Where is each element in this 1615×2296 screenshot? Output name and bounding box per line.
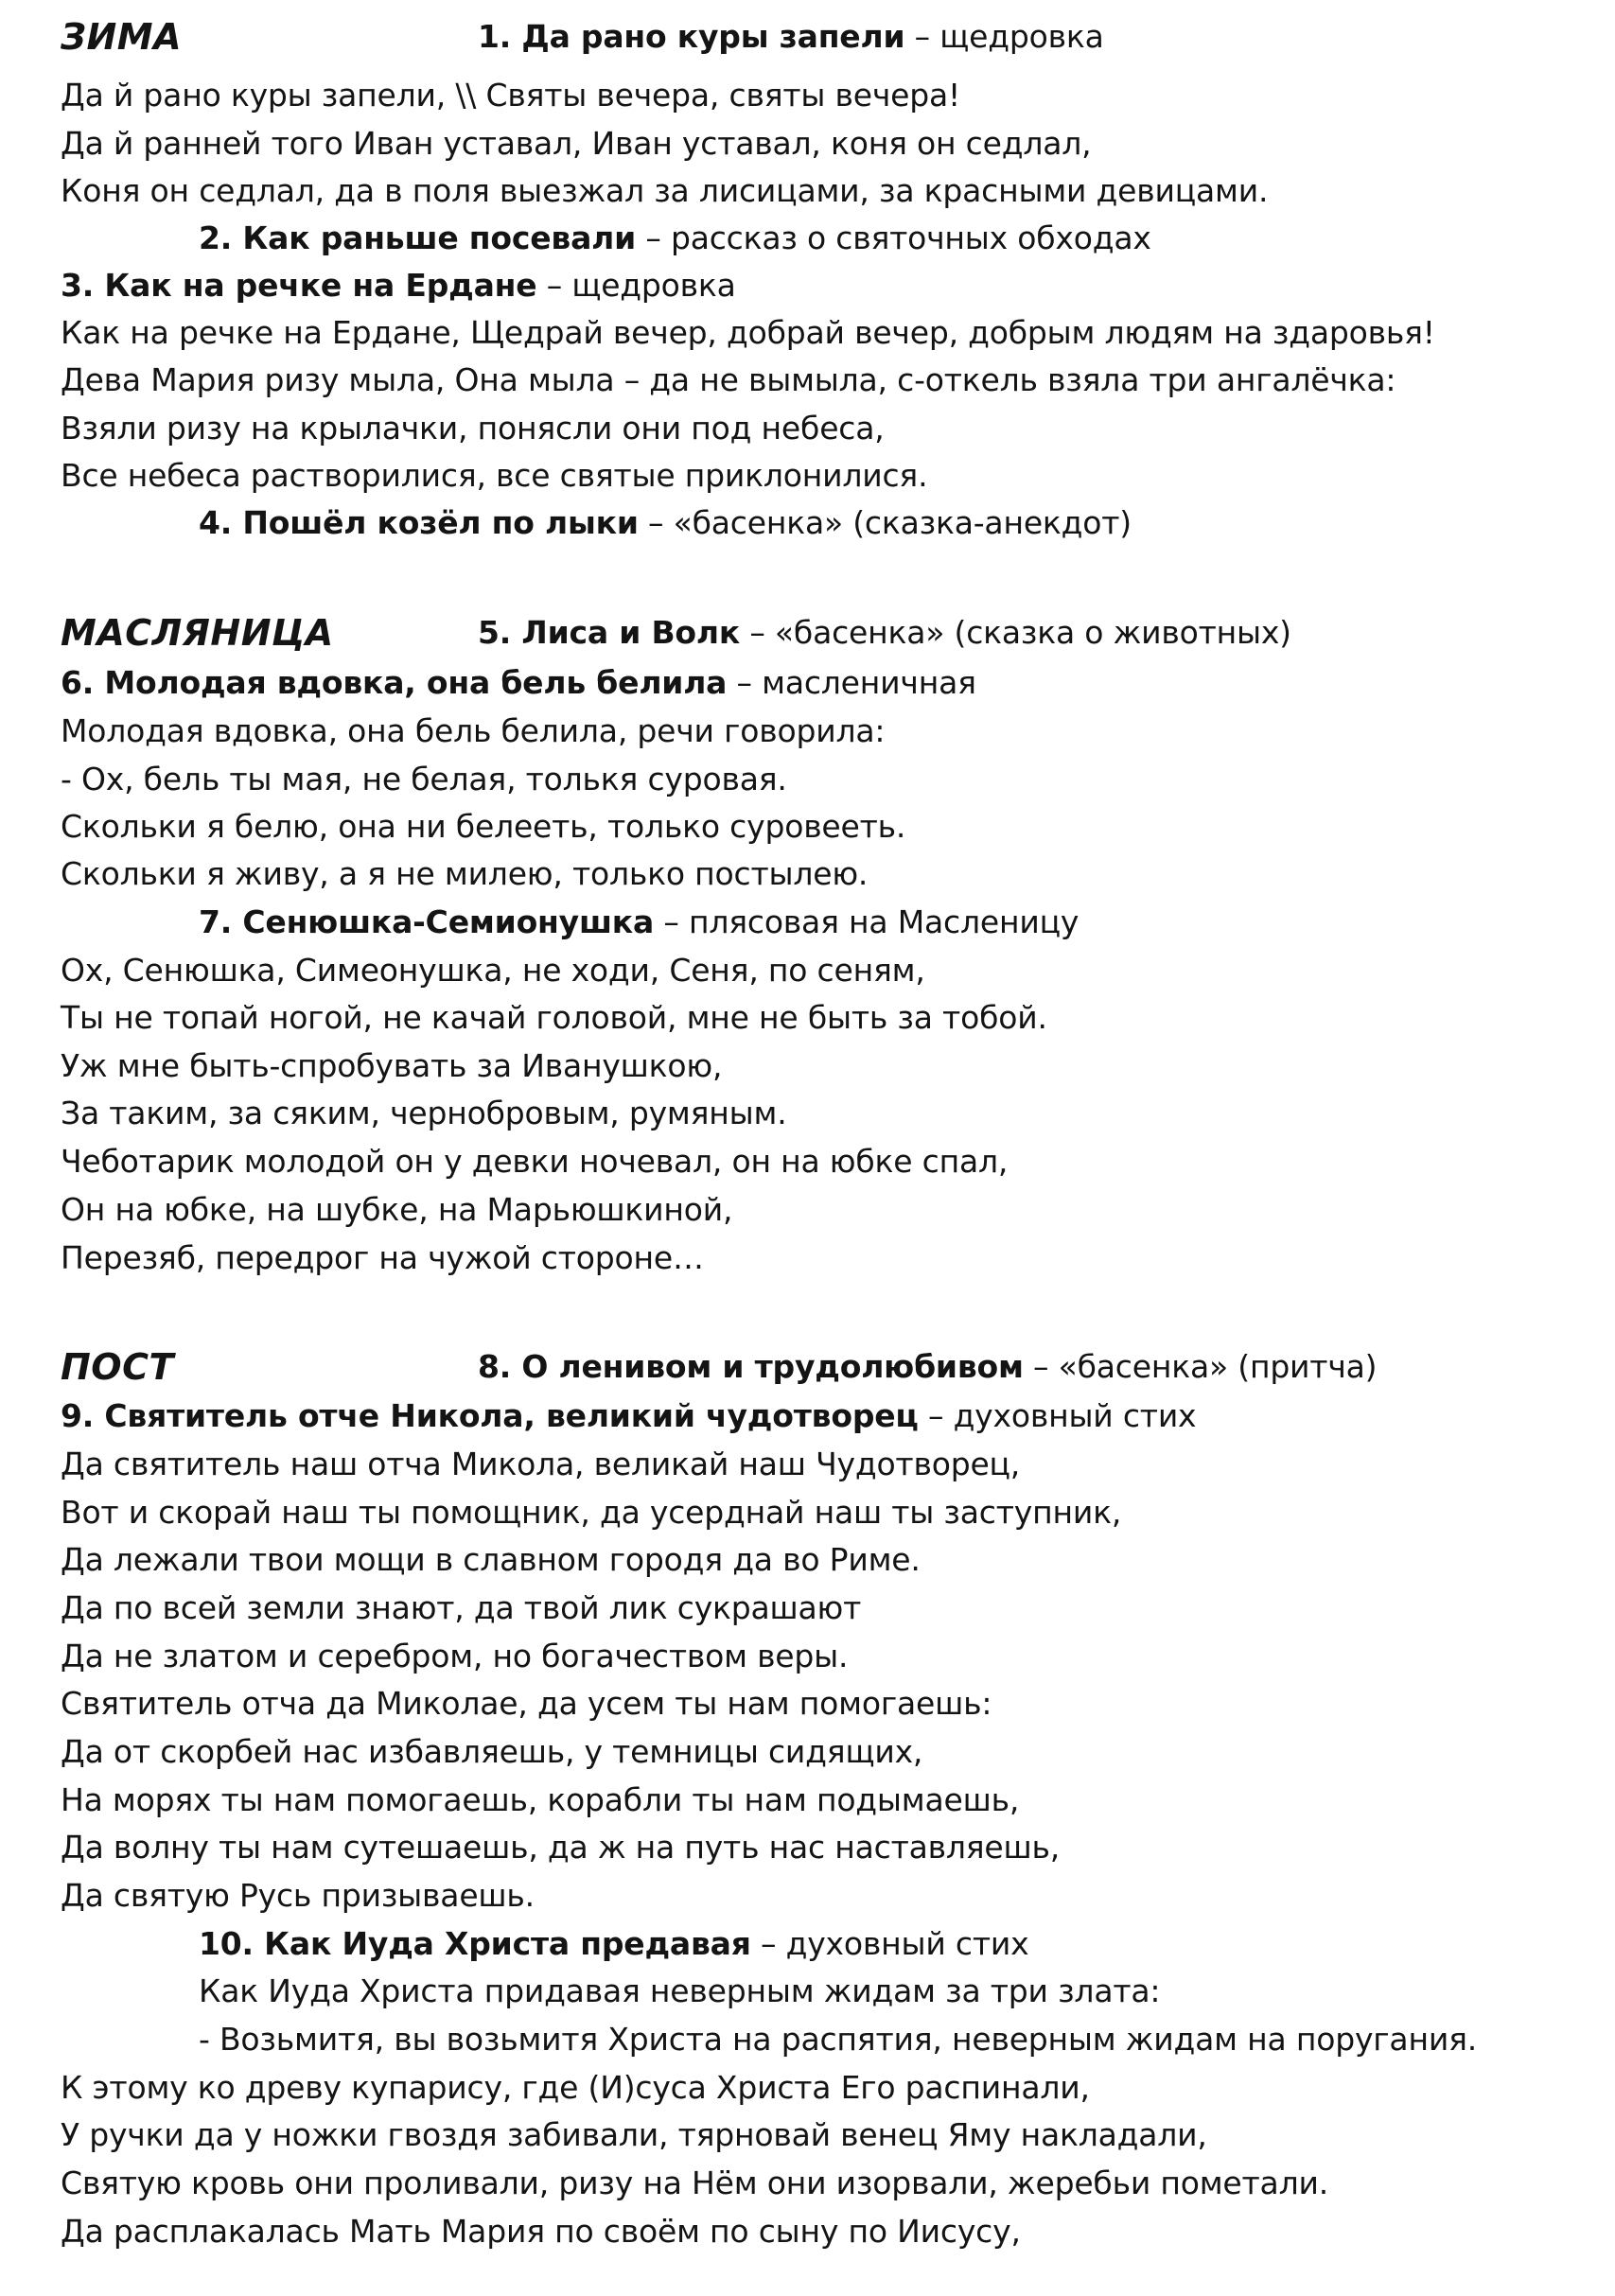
text-line: - Ох, бель ты мая, не белая, толькя суровая. (61, 761, 787, 797)
item-title: 10. Как Иуда Христа предавая (199, 1925, 751, 1962)
section-heading-maslenitsa: МАСЛЯНИЦА (61, 612, 334, 654)
item-heading-5 (478, 609, 1291, 657)
item-title: 2. Как раньше посевали (199, 219, 637, 256)
text-line: Вот и скорай наш ты помощник, да усерднай наш ты заступник, (61, 1494, 1122, 1531)
item-genre: – духовный стих (918, 1397, 1197, 1434)
text-line: Молодая вдовка, она бель белила, речи говорила: (61, 712, 886, 749)
item-heading-1 (478, 13, 1104, 61)
item-genre: – масленичная (727, 664, 976, 701)
text-line: За таким, за сяким, чернобровым, румяным. (61, 1095, 787, 1131)
item-genre: – «басенка» (сказка-анекдот) (638, 504, 1132, 541)
item-title: 9. Святитель отче Никола, великий чудотворец (61, 1397, 919, 1434)
text-line: Да не златом и серебром, но богачеством веры. (61, 1638, 849, 1674)
text-line: К этому ко древу купарису, где (И)суса Христа Его распинали, (61, 2069, 1090, 2106)
text-line: На морях ты нам помогаешь, корабли ты нам подымаешь, (61, 1781, 1020, 1818)
item-genre: – щедровка (536, 267, 736, 304)
text-line: Коня он седлал, да в поля выезжал за лисицами, за красными девицами. (61, 172, 1269, 209)
text-line: Как Иуда Христа придавая неверным жидам за три злата: (199, 1972, 1161, 2009)
item-genre: – духовный стих (750, 1925, 1029, 1962)
text-line: Ты не топай ногой, не качай головой, мне не быть за тобой. (61, 999, 1047, 1036)
text-line: Да й рано куры запели, \\ Святы вечера, святы вечера! (61, 77, 961, 114)
item-title: 4. Пошёл козёл по лыки (199, 504, 639, 541)
item-heading-6 (61, 659, 976, 707)
text-line: Чеботарик молодой он у девки ночевал, он на юбке спал, (61, 1143, 1009, 1180)
text-line: Да расплакалась Мать Мария по своём по сыну по Иисусу, (61, 2213, 1021, 2250)
item-genre: – «басенка» (сказка о животных) (740, 614, 1291, 651)
text-line: Да лежали твои мощи в славном городя да во Риме. (61, 1541, 921, 1578)
item-genre: – рассказ о святочных обходах (636, 219, 1151, 256)
section-heading-winter: ЗИМА (61, 16, 183, 58)
text-line: Дева Мария ризу мыла, Она мыла – да не вымыла, с-откель взяла три ангалёчка: (61, 361, 1396, 398)
text-line: Он на юбке, на шубке, на Марьюшкиной, (61, 1191, 733, 1228)
item-heading-10 (199, 1920, 1028, 1968)
text-line: Взяли ризу на крылачки, понясли они под небеса, (61, 410, 885, 447)
text-line: Святую кровь они проливали, ризу на Нём они изорвали, жеребьи пометали. (61, 2165, 1328, 2201)
text-line: Да от скорбей нас избавляешь, у темницы сидящих, (61, 1733, 923, 1770)
item-genre: – плясовая на Масленицу (654, 903, 1080, 940)
item-title: 7. Сенюшка-Семионушка (199, 903, 655, 940)
item-title: 1. Да рано куры запели (478, 18, 905, 55)
text-line: Да святитель наш отча Микола, великай наш Чудотворец, (61, 1446, 1021, 1482)
item-title: 6. Молодая вдовка, она бель белила (61, 664, 728, 701)
item-title: 5. Лиса и Волк (478, 614, 741, 651)
item-heading-9 (61, 1393, 1196, 1440)
text-line: Уж мне быть-спробувать за Иванушкою, (61, 1047, 723, 1084)
text-line: У ручки да у ножки гвоздя забивали, тярновай венец Яму накладали, (61, 2116, 1207, 2153)
text-line: - Возьмитя, вы возьмитя Христа на распятия, неверным жидам на поругания. (199, 2021, 1478, 2058)
section-heading-post: ПОСТ (61, 1346, 174, 1388)
text-line: Да святую Русь призываешь. (61, 1877, 535, 1914)
item-title: 8. О ленивом и трудолюбивом (478, 1348, 1024, 1385)
item-heading-7 (199, 899, 1079, 946)
item-heading-3 (61, 262, 736, 309)
text-line: Все небеса растворилися, все святые приклонилися. (61, 457, 928, 494)
item-genre: – «басенка» (притча) (1023, 1348, 1378, 1385)
text-line: Ох, Сенюшка, Симеонушка, не ходи, Сеня, по сеням, (61, 952, 925, 989)
text-line: Скольки я живу, а я не милею, только постылею. (61, 855, 869, 892)
item-genre: – щедровка (904, 18, 1104, 55)
text-line: Да по всей земли знают, да твой лик сукрашают (61, 1589, 862, 1626)
text-line: Скольки я белю, она ни белееть, только суровееть. (61, 808, 906, 845)
text-line: Как на речке на Ердане, Щедрай вечер, добрай вечер, добрым людям на здаровья! (61, 314, 1435, 351)
text-line: Перезяб, передрог на чужой стороне… (61, 1239, 704, 1276)
text-line: Да й ранней того Иван уставал, Иван уставал, коня он седлал, (61, 125, 1092, 162)
item-title: 3. Как на речке на Ердане (61, 267, 537, 304)
text-line: Да волну ты нам сутешаешь, да ж на путь нас наставляешь, (61, 1829, 1061, 1866)
text-line: Святитель отча да Миколае, да усем ты нам помогаешь: (61, 1685, 992, 1722)
item-heading-4 (199, 500, 1132, 547)
item-heading-2 (199, 215, 1151, 262)
item-heading-8 (478, 1343, 1377, 1391)
